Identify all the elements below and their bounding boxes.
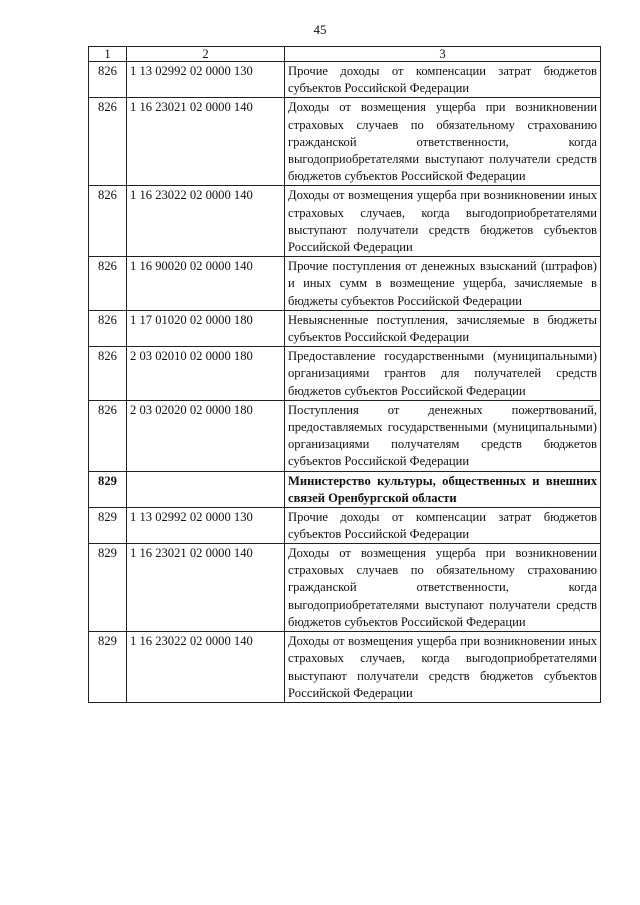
admin-code-cell: 829: [89, 471, 127, 507]
revenue-name-cell: Прочие поступления от денежных взысканий (штрафов) и иных сумм в возмещение ущерба, зачисляемые в бюджеты субъектов Российской Федерации: [285, 257, 601, 311]
header-col-1: 1: [89, 47, 127, 62]
budget-code-cell: 1 16 23022 02 0000 140: [127, 632, 285, 703]
revenue-codes-table: [88, 46, 601, 703]
revenue-name-cell: Доходы от возмещения ущерба при возникновении страховых случаев по обязательному страхованию гражданской ответственности, когда выгодоприобретателями выступают получатели средств бюджетов субъектов Российской Федерации: [285, 98, 601, 186]
table-row: [89, 632, 601, 703]
budget-code-cell: 1 17 01020 02 0000 180: [127, 310, 285, 346]
header-col-2: 2: [127, 47, 285, 62]
revenue-name-cell: Доходы от возмещения ущерба при возникновении страховых случаев по обязательному страхованию гражданской ответственности, когда выгодоприобретателями выступают получатели средств бюджетов субъектов Российской Федерации: [285, 544, 601, 632]
revenue-name-cell: Доходы от возмещения ущерба при возникновении иных страховых случаев, когда выгодоприобретателями выступают получатели средств бюджетов субъектов Российской Федерации: [285, 632, 601, 703]
admin-code-cell: 826: [89, 98, 127, 186]
revenue-name-cell: Доходы от возмещения ущерба при возникновении иных страховых случаев, когда выгодоприобретателями выступают получатели средств бюджетов субъектов Российской Федерации: [285, 186, 601, 257]
revenue-name-cell: Прочие доходы от компенсации затрат бюджетов субъектов Российской Федерации: [285, 62, 601, 98]
header-col-3: 3: [285, 47, 601, 62]
budget-code-cell: 1 13 02992 02 0000 130: [127, 62, 285, 98]
revenue-name-cell: Министерство культуры, общественных и внешних связей Оренбургской области: [285, 471, 601, 507]
budget-code-cell: 1 16 23021 02 0000 140: [127, 98, 285, 186]
table-body: [89, 47, 601, 703]
admin-code-cell: 826: [89, 347, 127, 401]
revenue-name-cell: Невыясненные поступления, зачисляемые в бюджеты субъектов Российской Федерации: [285, 310, 601, 346]
table-header-row: [89, 47, 601, 62]
table-row: [89, 62, 601, 98]
table-row: [89, 544, 601, 632]
revenue-name-cell: Предоставление государственными (муниципальными) организациями грантов для получателей средств бюджетов субъектов Российской Федерации: [285, 347, 601, 401]
table-section-row: [89, 471, 601, 507]
budget-code-cell: 2 03 02010 02 0000 180: [127, 347, 285, 401]
admin-code-cell: 829: [89, 544, 127, 632]
budget-code-cell: 1 16 23021 02 0000 140: [127, 544, 285, 632]
table-row: [89, 310, 601, 346]
budget-code-cell: 1 16 23022 02 0000 140: [127, 186, 285, 257]
admin-code-cell: 826: [89, 257, 127, 311]
revenue-name-cell: Прочие доходы от компенсации затрат бюджетов субъектов Российской Федерации: [285, 507, 601, 543]
admin-code-cell: 826: [89, 186, 127, 257]
page-number: 45: [313, 22, 327, 37]
budget-code-cell: [127, 471, 285, 507]
budget-code-cell: 1 16 90020 02 0000 140: [127, 257, 285, 311]
admin-code-cell: 826: [89, 310, 127, 346]
table-row: [89, 347, 601, 401]
admin-code-cell: 826: [89, 400, 127, 471]
table-row: [89, 257, 601, 311]
revenue-name-cell: Поступления от денежных пожертвований, предоставляемых государственными (муниципальными) организациями получателям средств бюджетов субъектов Российской Федерации: [285, 400, 601, 471]
table-row: [89, 98, 601, 186]
admin-code-cell: 829: [89, 507, 127, 543]
table-row: [89, 507, 601, 543]
table-row: [89, 186, 601, 257]
table-row: [89, 400, 601, 471]
budget-code-cell: 1 13 02992 02 0000 130: [127, 507, 285, 543]
admin-code-cell: 826: [89, 62, 127, 98]
budget-code-cell: 2 03 02020 02 0000 180: [127, 400, 285, 471]
admin-code-cell: 829: [89, 632, 127, 703]
